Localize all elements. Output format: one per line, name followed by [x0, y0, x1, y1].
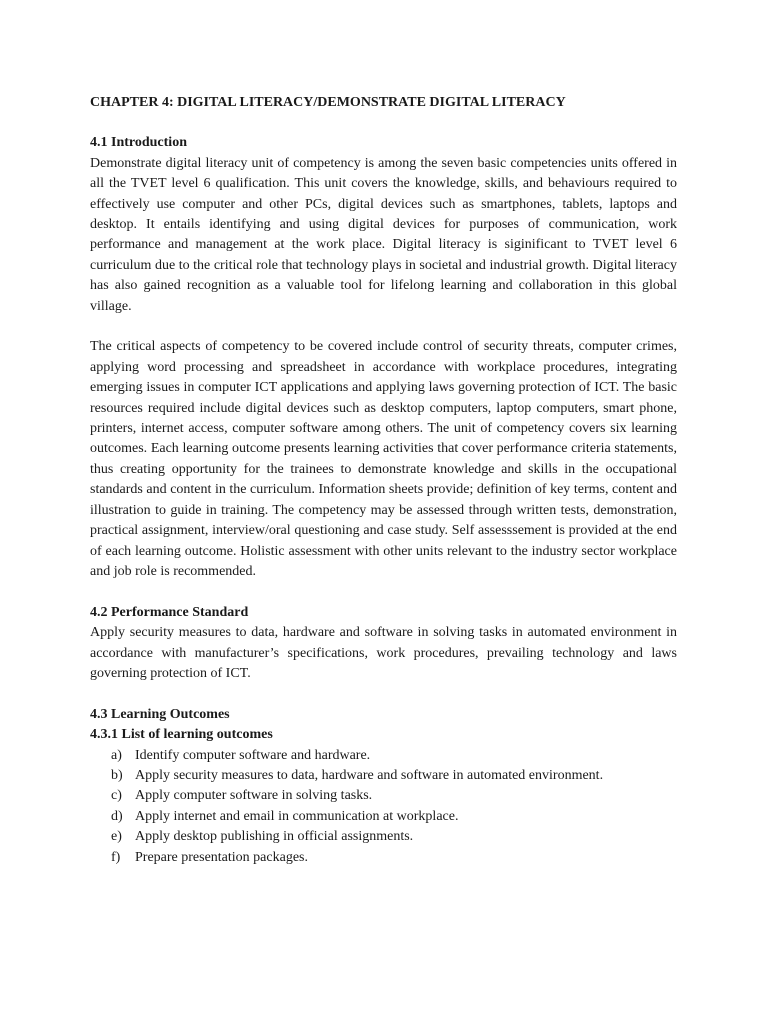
list-item [111, 827, 677, 847]
learning-outcomes-heading: 4.3 Learning Outcomes [90, 706, 230, 722]
document-page [90, 93, 677, 868]
list-item-text: Apply computer software in solving tasks. [135, 788, 373, 804]
section-spacer [90, 582, 677, 602]
list-item-text: Apply internet and email in communication at workplace. [135, 808, 459, 824]
performance-standard-section [90, 603, 677, 685]
list-item-marker: f) [111, 849, 121, 865]
performance-standard-paragraph: Apply security measures to data, hardware and software in solving tasks in automated environment in accordance with manufacturer’s specifications, work procedures, prevailing technology and laws governing protection of ICT. [90, 625, 677, 681]
list-item-marker: c) [111, 788, 122, 804]
learning-outcomes-list [90, 746, 677, 868]
list-item [111, 848, 677, 868]
paragraph-spacer [90, 317, 677, 337]
list-item-text: Prepare presentation packages. [135, 849, 308, 865]
list-item-marker: e) [111, 829, 122, 845]
section-spacer [90, 684, 677, 704]
learning-outcomes-section [90, 705, 677, 868]
list-item [111, 807, 677, 827]
introduction-heading: 4.1 Introduction [90, 135, 187, 151]
introduction-section [90, 133, 677, 582]
chapter-title: CHAPTER 4: DIGITAL LITERACY/DEMONSTRATE DIGITAL LITERACY [90, 95, 566, 110]
list-item-text: Apply security measures to data, hardware and software in automated environment. [135, 767, 604, 783]
list-item [111, 766, 677, 786]
list-item [111, 746, 677, 766]
introduction-paragraph-1: Demonstrate digital literacy unit of competency is among the seven basic competencies units offered in all the TVET level 6 qualification. This unit covers the knowledge, skills, and behaviours required to effectively use computer and other PCs, digital devices such as smartphones, tablets, laptops and desktop. It entails identifying and using digital devices for purposes of communication, work performance and management at the work place. Digital literacy is siginificant to TVET level 6 curriculum due to the critical role that technology plays in societal and industrial growth. Digital literacy has also gained recognition as a valuable tool for lifelong learning and collaboration in this global village. [90, 155, 677, 314]
learning-outcomes-subheading: 4.3.1 List of learning outcomes [90, 727, 273, 743]
list-item-marker: b) [111, 767, 123, 783]
list-item-marker: d) [111, 808, 123, 824]
introduction-paragraph-2: The critical aspects of competency to be covered include control of security threats, computer crimes, applying word processing and spreadsheet in accordance with workplace procedures, integrating emerging issues in computer ICT applications and applying laws governing protection of ICT. The basic resources required include digital devices such as desktop computers, laptop computers, smart phone, printers, internet access, computer software among others. The unit of competency covers six learning outcomes. Each learning outcome presents learning activities that cover performance criteria statements, thus creating opportunity for the trainees to demonstrate knowledge and skills in the occupational standards and content in the curriculum. Information sheets provide; definition of key terms, content and illustration to guide in training. The competency may be assessed through written tests, demonstration, practical assignment, interview/oral questioning and case study. Self assesssement is provided at the end of each learning outcome. Holistic assessment with other units relevant to the industry sector workplace and job role is recommended. [90, 339, 677, 579]
performance-standard-heading: 4.2 Performance Standard [90, 604, 249, 620]
list-item-text: Apply desktop publishing in official assignments. [135, 829, 414, 845]
list-item-marker: a) [111, 747, 122, 763]
list-item [111, 786, 677, 806]
list-item-text: Identify computer software and hardware. [135, 747, 371, 763]
